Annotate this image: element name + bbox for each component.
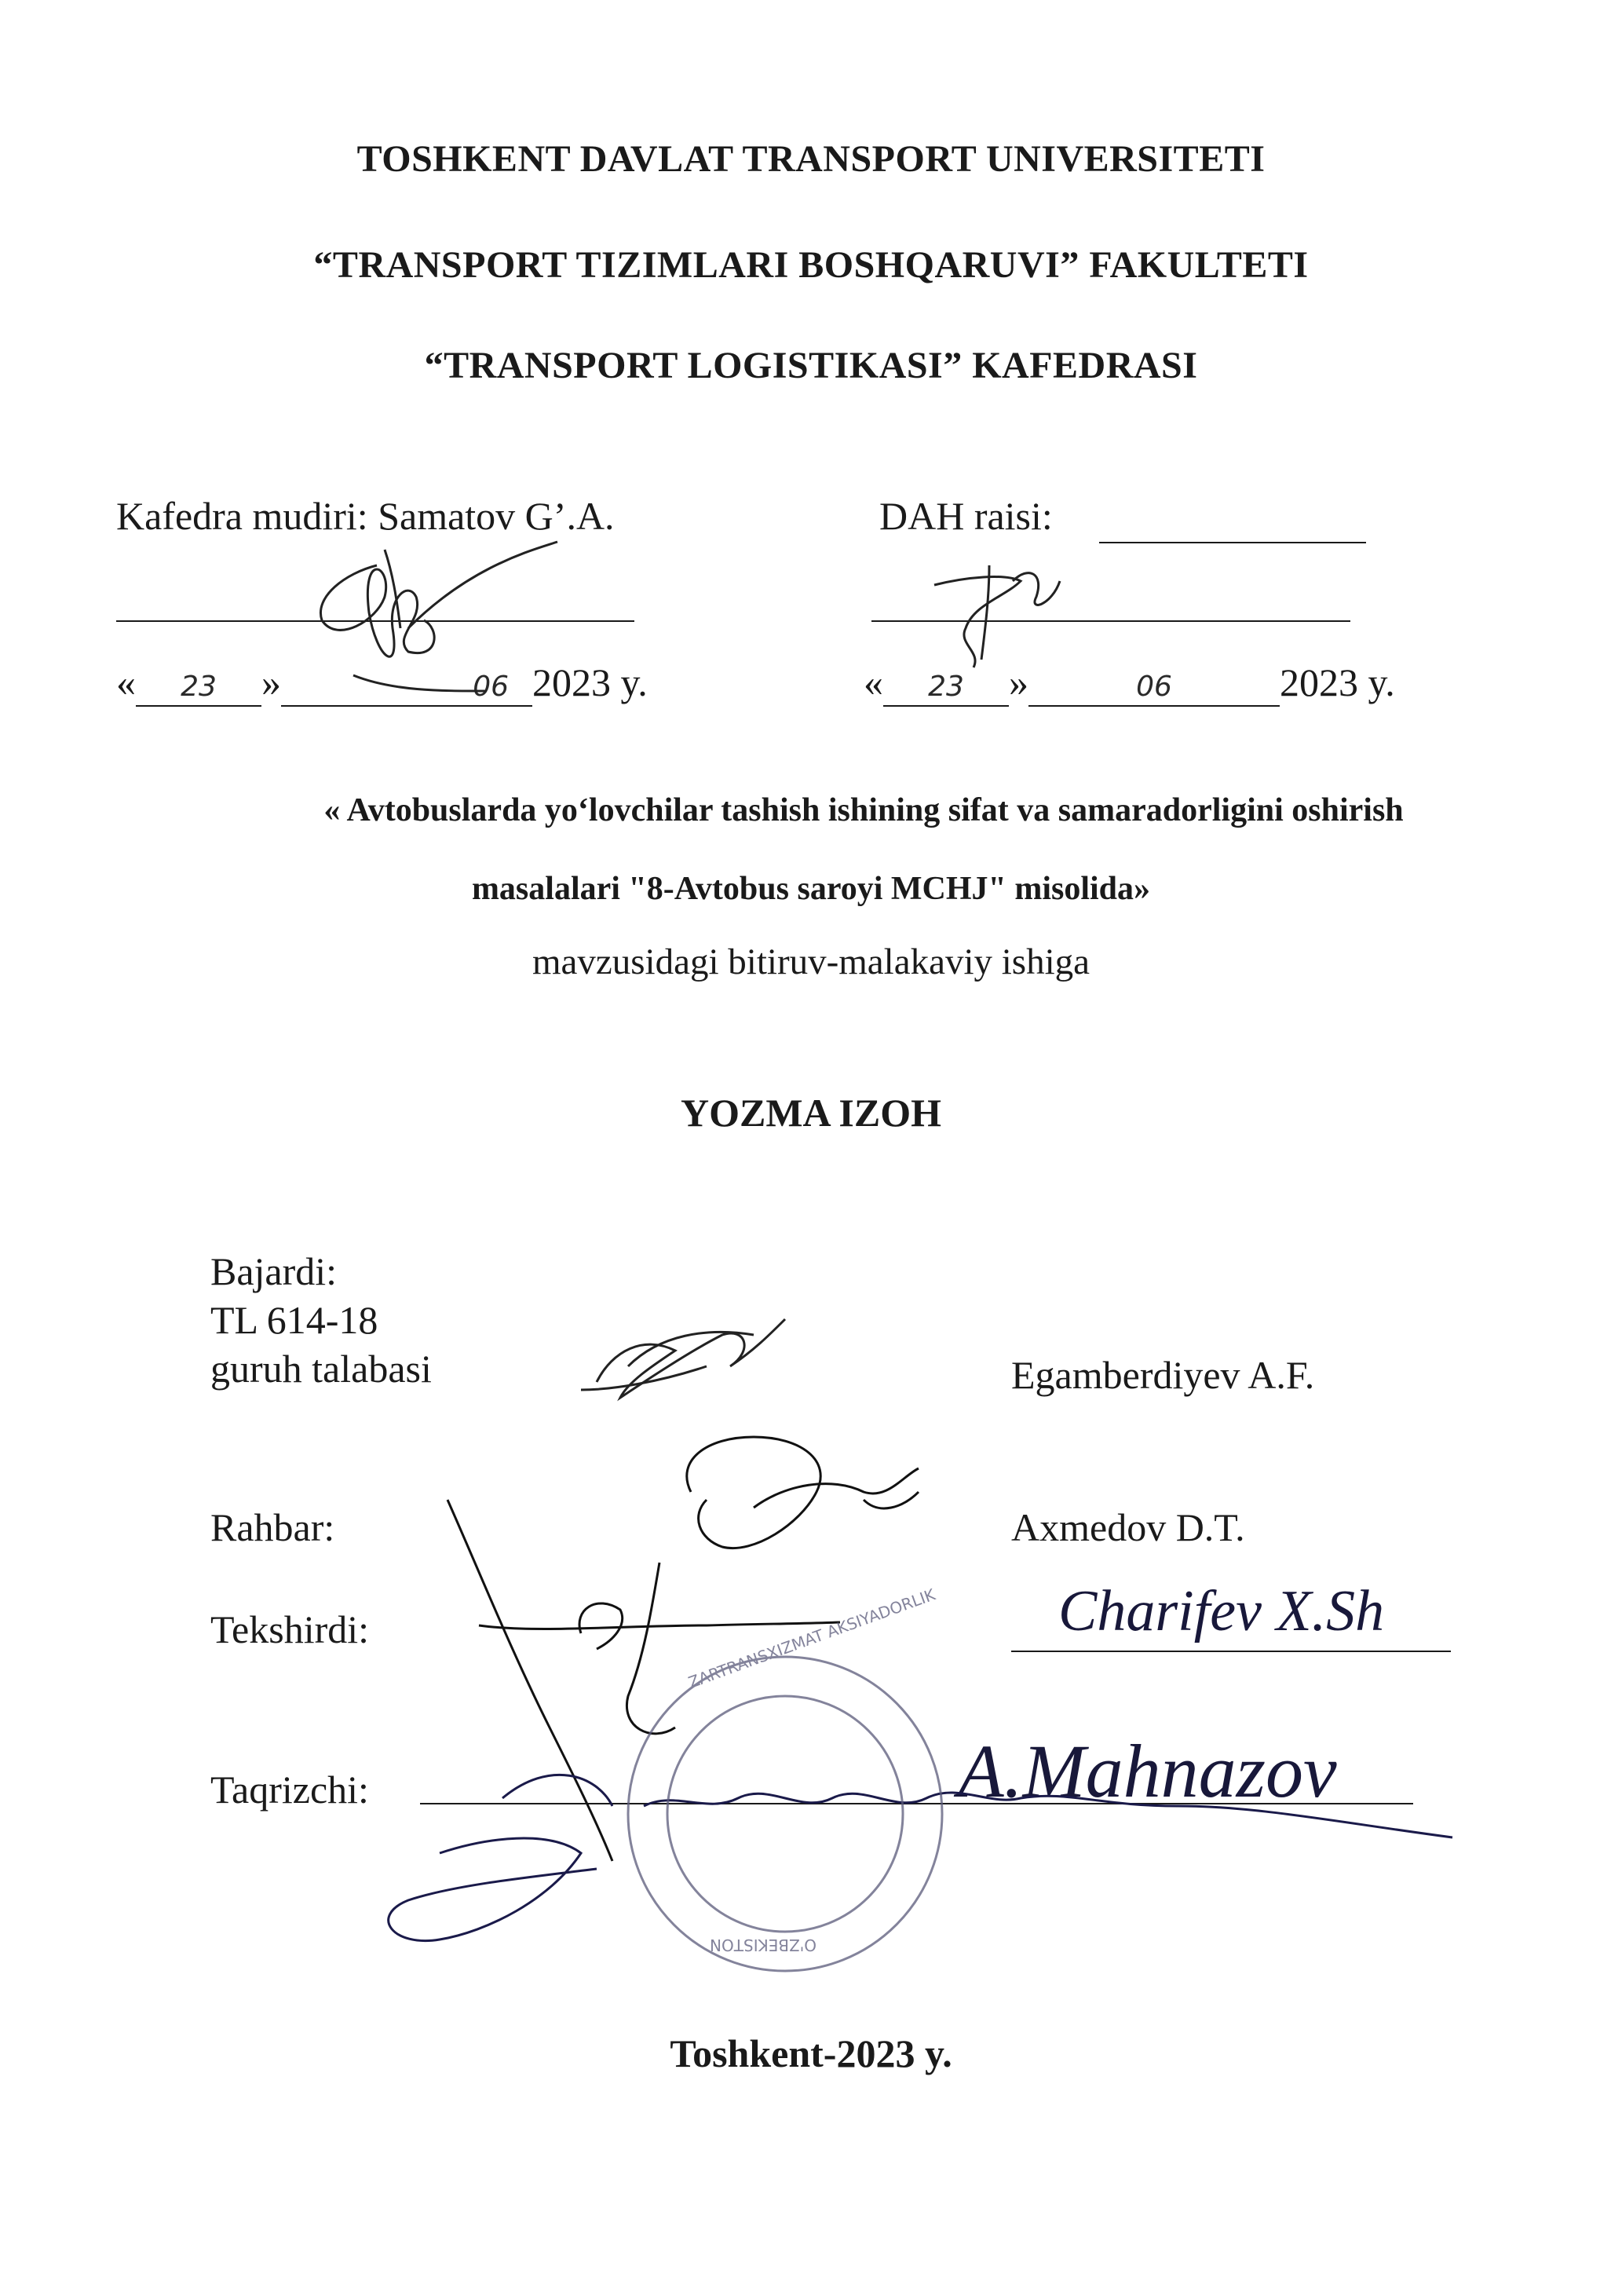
- dah-chair-name-line: [1099, 542, 1366, 543]
- department-name: “TRANSPORT LOGISTIKASI” KAFEDRASI: [424, 345, 1198, 386]
- reviewer-name: A.Mahnazov: [958, 1729, 1337, 1813]
- footer-city-year: Toshkent-2023 y.: [670, 2031, 952, 2075]
- topic-line-1: « Avtobuslarda yo‘lovchilar tashish ishining sifat va samaradorligini oshirish: [323, 792, 1404, 828]
- stamp-ring-text: ZARTRANSXIZMAT AKSIYADORLIK: [685, 1585, 938, 1692]
- dah-chair-label: DAH raisi:: [879, 494, 1053, 538]
- department-head-label: Kafedra mudiri: Samatov G’.A.: [116, 494, 615, 538]
- topic-line-3: mavzusidagi bitiruv-malakaviy ishiga: [532, 941, 1090, 982]
- left-date-mid: »: [261, 660, 281, 704]
- performer-label: Bajardi:: [210, 1249, 338, 1293]
- right-date-mid: »: [1009, 660, 1028, 704]
- dah-chair-signature-line: [871, 620, 1350, 622]
- left-date-month: 06: [473, 671, 509, 703]
- stamp-ring-text-bottom: O'ZBEKISTON: [710, 1936, 816, 1954]
- right-date-open: «: [864, 660, 883, 704]
- right-date-year: 2023 y.: [1280, 660, 1395, 704]
- supervisor-name: Axmedov D.T.: [1011, 1505, 1245, 1549]
- organization-stamp: [628, 1585, 942, 1971]
- left-date-row: [116, 660, 648, 707]
- checker-name: Charifev X.Sh: [1058, 1579, 1385, 1643]
- supervisor-label: Rahbar:: [210, 1505, 335, 1549]
- performer-name: Egamberdiyev A.F.: [1011, 1353, 1315, 1397]
- dah-chair-signature: [934, 565, 1060, 667]
- performer-group: TL 614-18: [210, 1298, 378, 1342]
- checker-label: Tekshirdi:: [210, 1607, 370, 1651]
- right-date-day: 23: [928, 671, 964, 703]
- reviewer-label: Taqrizchi:: [210, 1768, 369, 1812]
- performer-signature: [581, 1319, 785, 1398]
- university-name: TOSHKENT DAVLAT TRANSPORT UNIVERSITETI: [356, 138, 1266, 180]
- left-date-open: «: [116, 660, 136, 704]
- faculty-name: “TRANSPORT TIZIMLARI BOSHQARUVI” FAKULTETI: [313, 244, 1309, 286]
- document-title: YOZMA IZOH: [681, 1091, 941, 1135]
- checker-name-line: [1011, 1651, 1451, 1652]
- department-head-signature-line: [116, 620, 634, 622]
- supervisor-signature: [448, 1437, 919, 1861]
- topic-line-2: masalalari "8-Avtobus saroyi MCHJ" misolida»: [471, 871, 1151, 907]
- performer-group-label: guruh talabasi: [210, 1347, 432, 1391]
- left-date-day: 23: [181, 671, 217, 703]
- right-date-month: 06: [1136, 671, 1172, 703]
- left-date-year: 2023 y.: [532, 660, 648, 704]
- right-date-row: [864, 660, 1395, 707]
